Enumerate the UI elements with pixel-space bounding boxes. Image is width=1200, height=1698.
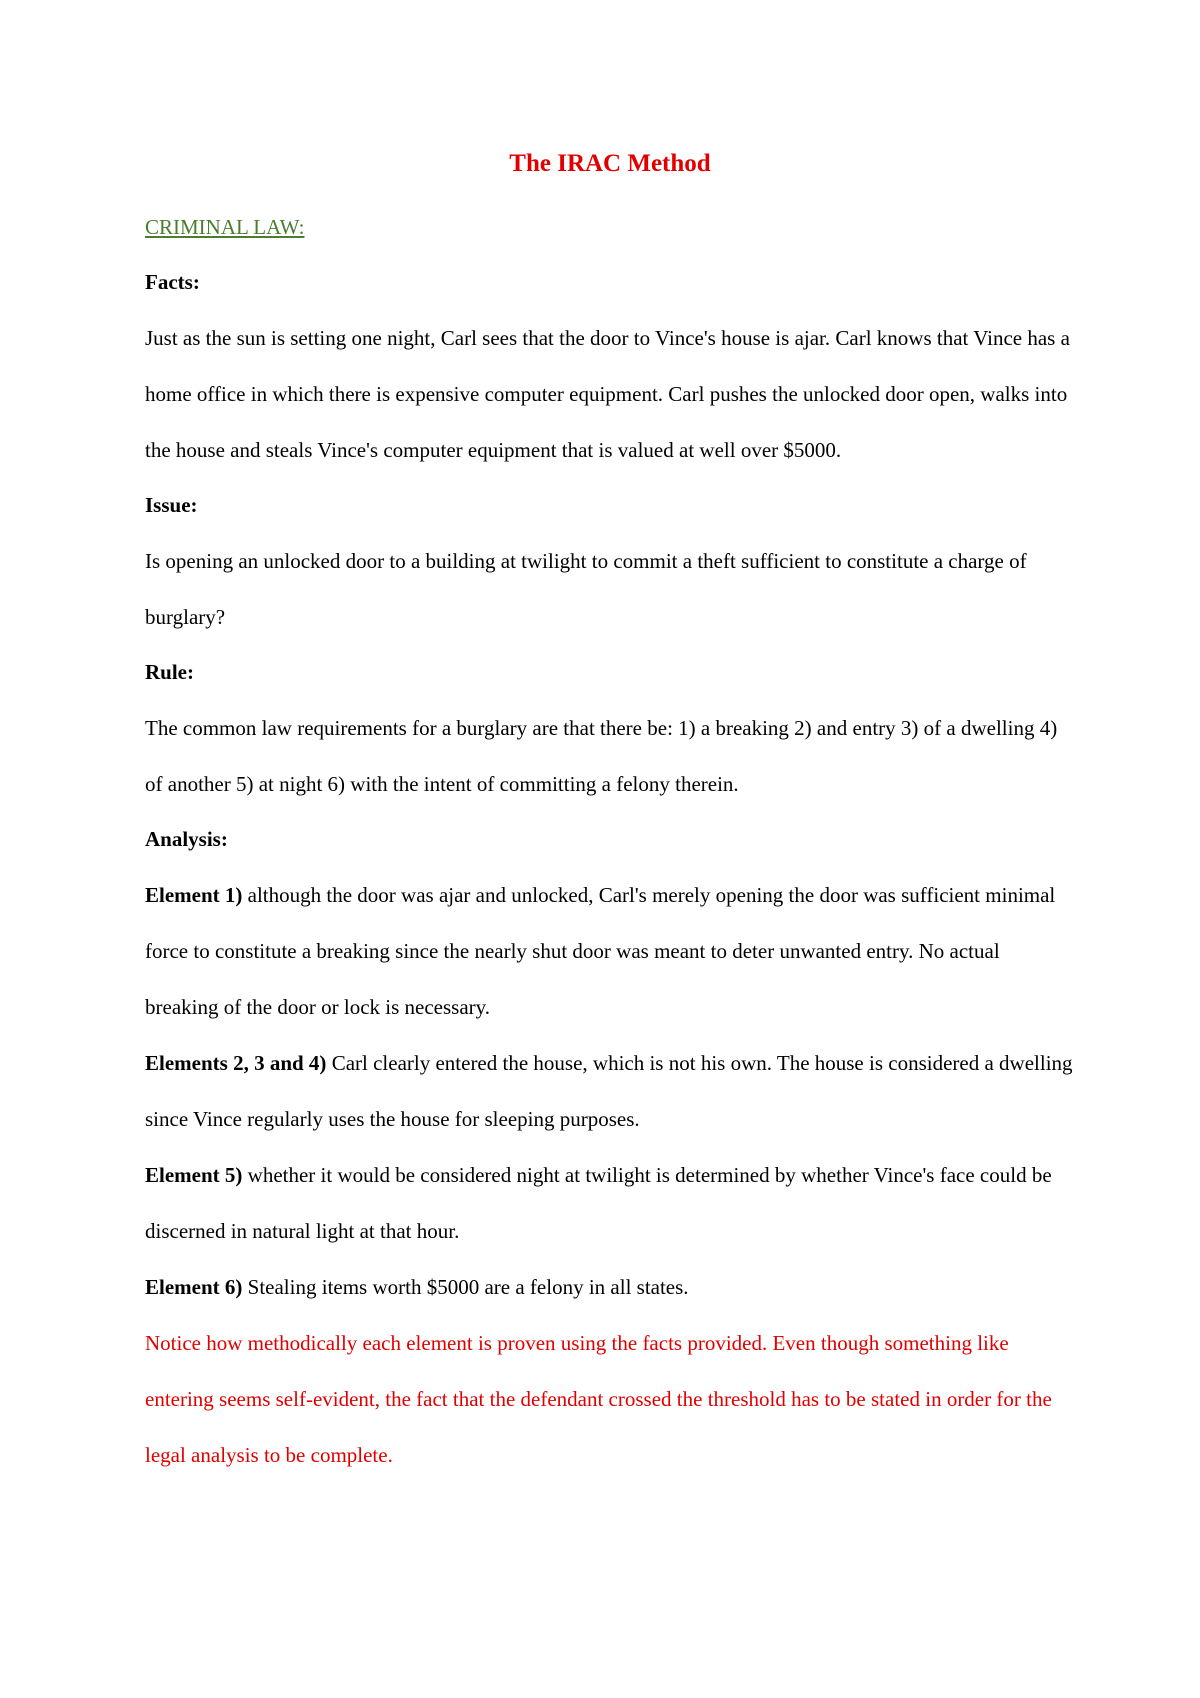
rule-text: The common law requirements for a burglary are that there be: 1) a breaking 2) and entry 3) of a dwelling 4) of another 5) at night 6) with the intent of committing a felony therein. <box>145 716 1058 796</box>
analysis-elements-2-3-4 <box>145 1035 1075 1147</box>
analysis-element-6 <box>145 1259 1075 1315</box>
instructional-note: Notice how methodically each element is proven using the facts provided. Even though something like entering seems self-evident, the fact that the defendant crossed the threshold has to be stated in order for the legal analysis to be complete. <box>145 1331 1052 1467</box>
document-page <box>145 140 1075 1483</box>
rule-label: Rule: <box>145 660 194 684</box>
element-label: Element 1) <box>145 883 243 907</box>
document-title: The IRAC Method <box>509 150 711 177</box>
element-label: Element 6) <box>145 1275 243 1299</box>
element-label: Element 5) <box>145 1163 243 1187</box>
element-label: Elements 2, 3 and 4) <box>145 1051 327 1075</box>
issue-text: Is opening an unlocked door to a building at twilight to commit a theft sufficient to constitute a charge of burglary? <box>145 549 1027 629</box>
facts-text: Just as the sun is setting one night, Carl sees that the door to Vince's house is ajar. Carl knows that Vince has a home office in which there is expensive computer equipment. Carl pushes the unlocked door open, walks into the house and steals Vince's computer equipment that is valued at well over $5000. <box>145 326 1070 462</box>
facts-label: Facts: <box>145 270 200 294</box>
analysis-element-1 <box>145 867 1075 1035</box>
analysis-label: Analysis: <box>145 827 228 851</box>
element-text: although the door was ajar and unlocked, Carl's merely opening the door was sufficient minimal force to constitute a breaking since the nearly shut door was meant to deter unwanted entry. No actual breaking of the door or lock is necessary. <box>145 883 1056 1019</box>
issue-label: Issue: <box>145 493 198 517</box>
analysis-element-5 <box>145 1147 1075 1259</box>
element-text: whether it would be considered night at twilight is determined by whether Vince's face could be discerned in natural light at that hour. <box>145 1163 1052 1243</box>
section-heading: CRIMINAL LAW: <box>145 215 305 239</box>
element-text: Stealing items worth $5000 are a felony in all states. <box>242 1275 689 1299</box>
element-text: Carl clearly entered the house, which is not his own. The house is considered a dwelling since Vince regularly uses the house for sleeping purposes. <box>145 1051 1073 1131</box>
